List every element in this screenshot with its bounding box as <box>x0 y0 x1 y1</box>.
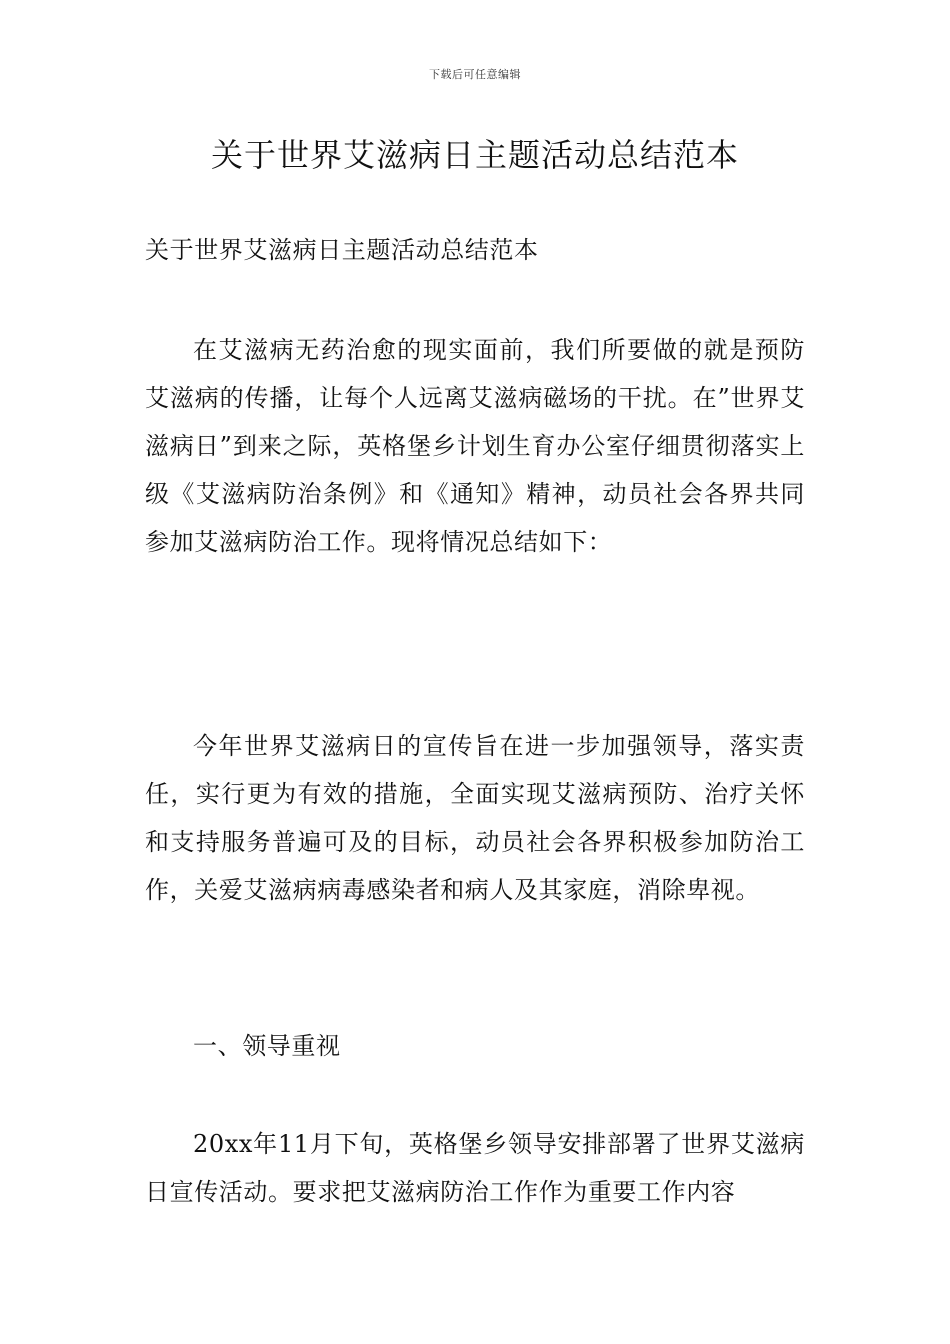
header-note: 下载后可任意编辑 <box>429 68 521 81</box>
paragraph-intro: 在艾滋病无药治愈的现实面前，我们所要做的就是预防艾滋病的传播，让每个人远离艾滋病磁场的干扰。在”世界艾滋病日”到来之际，英格堡乡计划生育办公室仔细贯彻落实上级《艾滋病防治条例》和《通知》精神，动员社会各界共同参加艾滋病防治工作。现将情况总结如下： <box>145 336 805 556</box>
paragraph-leadership: 20xx年11月下旬，英格堡乡领导安排部署了世界艾滋病日宣传活动。要求把艾滋病防治工作作为重要工作内容 <box>145 1130 805 1206</box>
document-title: 关于世界艾滋病日主题活动总结范本 <box>210 136 739 174</box>
paragraph-purpose: 今年世界艾滋病日的宣传旨在进一步加强领导，落实责任，实行更为有效的措施，全面实现艾滋病预防、治疗关怀和支持服务普遍可及的目标，动员社会各界积极参加防治工作，关爱艾滋病病毒感染者和病人及其家庭，消除卑视。 <box>145 732 805 904</box>
section-heading-leadership: 一、领导重视 <box>193 1032 341 1060</box>
document-subtitle: 关于世界艾滋病日主题活动总结范本 <box>145 236 539 264</box>
